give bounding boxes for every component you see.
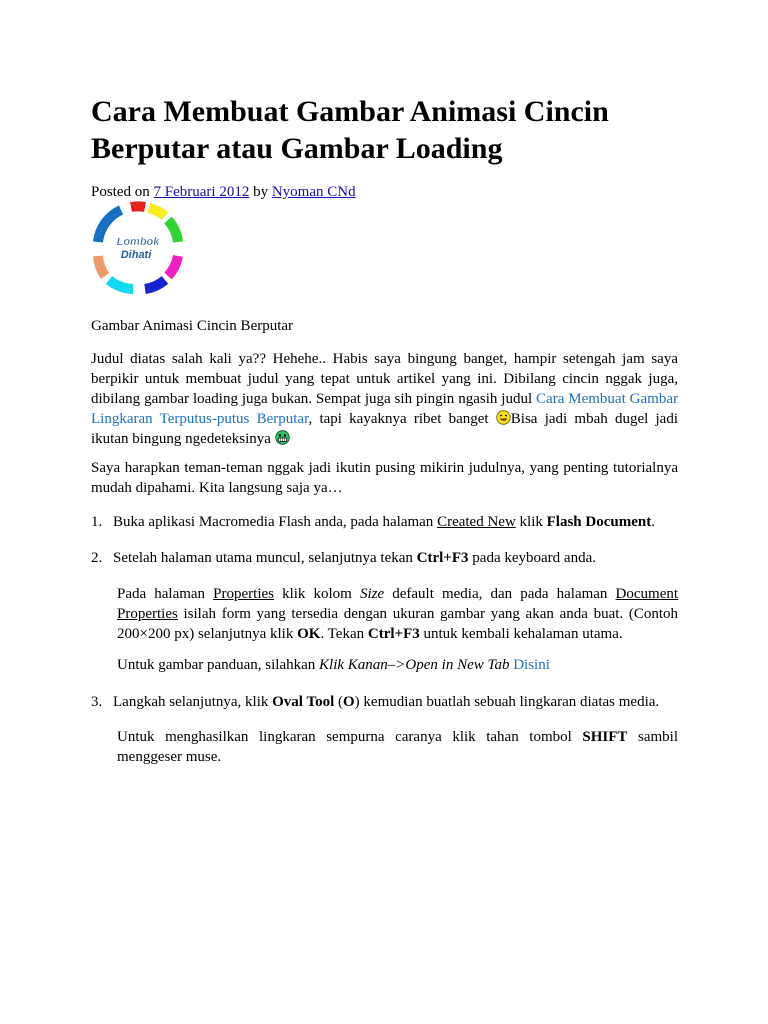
second-paragraph: Saya harapkan teman-teman nggak jadi ikutin pusing mikirin judulnya, yang penting tutorialnya mudah dipahami. Kita langsung saja ya… [91, 460, 678, 496]
intro-text: Judul diatas salah kali ya?? Hehehe.. Habis saya bingung banget, hampir setengah jam saya berpikir untuk membuat judul yang tepat untuk artikel yang ini. Dibilang cincin nggak juga, dibilang gambar loading juga bukan. Sempat juga sih pingin ngasih judul [91, 351, 678, 407]
post-meta [91, 182, 356, 202]
ring-segment [149, 208, 165, 216]
laughing-smiley-icon [496, 410, 511, 425]
article-title: Cara Membuat Gambar Animasi Cincin Berputar atau Gambar Loading [91, 95, 609, 165]
ring-segment [131, 206, 145, 207]
step-detail: Untuk menghasilkan lingkaran sempurna caranya klik tahan tombol SHIFT sambil menggeser muse. [117, 729, 678, 765]
step-text: Buka aplikasi Macromedia Flash anda, pada halaman Created New klik Flash Document. [113, 514, 655, 530]
grinning-smiley-icon [275, 430, 290, 445]
logo-text-line2: Dihati [120, 249, 152, 261]
step-text: Langkah selanjutnya, klik Oval Tool (O) kemudian buatlah sebuah lingkaran diatas media. [113, 694, 660, 710]
intro-text: Bisa jadi mbah dugel jadi ikutan bingung ngedeteksinya [91, 411, 678, 447]
menu-reference: Created New [437, 514, 516, 530]
step-number: 3. [91, 694, 103, 710]
italic-term: Size [359, 586, 385, 602]
bold-term: SHIFT [582, 729, 628, 745]
guide-image-link[interactable]: Disini [513, 657, 550, 673]
ring-segment [109, 280, 133, 289]
intro-paragraph [91, 349, 678, 449]
bold-term: OK [297, 626, 321, 642]
logo-text-line1: Lombok [116, 236, 160, 248]
step-text: Setelah halaman utama muncul, selanjutnya tekan Ctrl+F3 pada keyboard anda. [113, 550, 596, 566]
ring-segment [98, 256, 105, 276]
menu-reference: Properties [213, 586, 274, 602]
loading-ring-image [91, 200, 185, 298]
bold-term: Ctrl+F3 [367, 626, 420, 642]
related-article-link[interactable]: Cara Membuat Gambar Lingkaran Terputus-putus Berputar [91, 391, 678, 427]
step-number: 2. [91, 550, 103, 566]
ring-segment [145, 280, 165, 289]
author-link[interactable]: Nyoman CNd [271, 184, 356, 200]
intro-text: , tapi kayaknya ribet banget [308, 411, 496, 427]
bold-term: Ctrl+F3 [416, 550, 469, 566]
posted-on-label: Posted on [91, 184, 150, 200]
bold-term: Flash Document [546, 514, 652, 530]
by-label: by [253, 184, 269, 200]
menu-reference: Document Properties [117, 586, 679, 622]
italic-term: Klik Kanan–>Open in New Tab [319, 657, 510, 673]
ring-segment [168, 256, 178, 276]
bold-term: O [343, 694, 355, 710]
post-date-link[interactable]: 7 Februari 2012 [153, 184, 250, 200]
ring-segment [168, 220, 178, 242]
bold-term: Oval Tool [272, 694, 335, 710]
image-caption: Gambar Animasi Cincin Berputar [91, 318, 294, 334]
step-number: 1. [91, 514, 103, 530]
step-detail: Untuk gambar panduan, silahkan Klik Kanan–>Open in New Tab Disini [117, 657, 550, 673]
step-detail: Pada halaman Properties klik kolom Size default media, dan pada halaman Document Properties isilah form yang tersedia dengan ukuran gambar yang akan anda buat. (Contoh 200×200 px) selanjutnya klik OK. Tekan Ctrl+F3 untuk kembali kehalaman utama. [117, 586, 679, 642]
